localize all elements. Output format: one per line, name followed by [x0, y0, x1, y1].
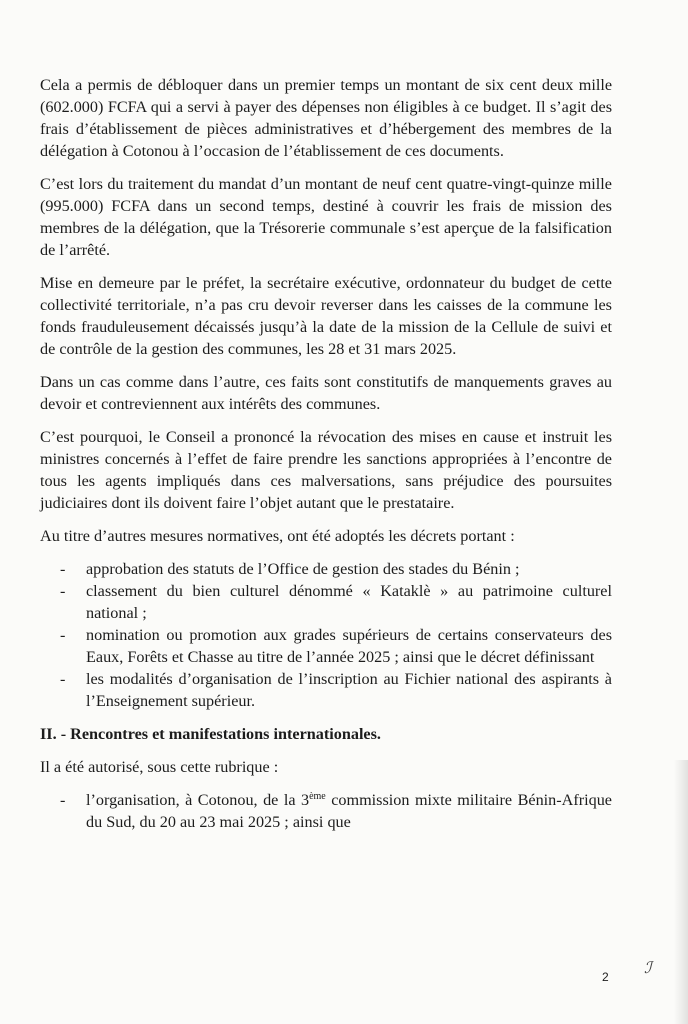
paragraph-decrees-intro: Au titre d’autres mesures normatives, ont été adoptés les décrets portant :	[40, 527, 515, 545]
page-number: 2	[602, 970, 609, 984]
paragraph-prefect-notice: Mise en demeure par le préfet, la secrétaire exécutive, ordonnateur du budget de cette collectivité territoriale, n’a pas cru devoir reverser dans les caisses de la commune les fonds frauduleusement décaissés jusqu’à la date de la mission de la Cellule de suivi et de contrôle de la gestion des communes, les 28 et 31 mars 2025.	[40, 274, 612, 358]
list-item: - approbation des statuts de l’Office de gestion des stades du Bénin ;	[40, 558, 612, 580]
paragraph-budget-release: Cela a permis de débloquer dans un premier temps un montant de six cent deux mille (602.000) FCFA qui a servi à payer des dépenses non éligibles à ce budget. Il s’agit des frais d’établissement de pièces administratives et d’hébergement des membres de la délégation à Cotonou à l’occasion de l’établissement de ces documents.	[40, 76, 612, 160]
section-number: II. -	[40, 725, 67, 743]
section-title: Rencontres et manifestations internationales.	[70, 725, 381, 743]
event-text-start: l’organisation, à Cotonou, de la 3	[86, 791, 310, 809]
ordinal-suffix: ème	[309, 791, 326, 802]
decree-list	[40, 558, 612, 712]
paragraph-serious-breaches: Dans un cas comme dans l’autre, ces faits sont constitutifs de manquements graves au devoir et contreviennent aux intérêts des communes.	[40, 373, 612, 413]
document-page	[40, 74, 612, 844]
handwritten-initial: ℐ	[644, 960, 652, 977]
list-item: - les modalités d’organisation de l’inscription au Fichier national des aspirants à l’Enseignement supérieur.	[40, 668, 612, 712]
list-item: - classement du bien culturel dénommé « Kataklè » au patrimoine culturel national ;	[40, 580, 612, 624]
section-intro: Il a été autorisé, sous cette rubrique :	[40, 758, 279, 776]
event-list	[40, 789, 612, 833]
event-text-end: commission mixte militaire Bénin-Afrique du Sud, du 20 au 23 mai 2025 ; ainsi que	[86, 791, 612, 831]
list-item	[40, 789, 612, 833]
paragraph-mandate-treatment: C’est lors du traitement du mandat d’un montant de neuf cent quatre-vingt-quinze mille (995.000) FCFA dans un second temps, destiné à couvrir les frais de mission des membres de la délégation, que la Trésorerie communale s’est aperçue de la falsification de l’arrêté.	[40, 175, 612, 259]
section-heading	[40, 723, 612, 745]
page-edge-shadow	[674, 760, 688, 1024]
paragraph-council-revocation: C’est pourquoi, le Conseil a prononcé la révocation des mises en cause et instruit les ministres concernés à l’effet de faire prendre les sanctions appropriées à l’encontre de tous les agents impliqués dans ces malversations, sans préjudice des poursuites judiciaires dont ils doivent faire l’objet autant que le prestataire.	[40, 428, 612, 512]
list-item: - nomination ou promotion aux grades supérieurs de certains conservateurs des Eaux, Forêts et Chasse au titre de l’année 2025 ; ainsi que le décret définissant	[40, 624, 612, 668]
